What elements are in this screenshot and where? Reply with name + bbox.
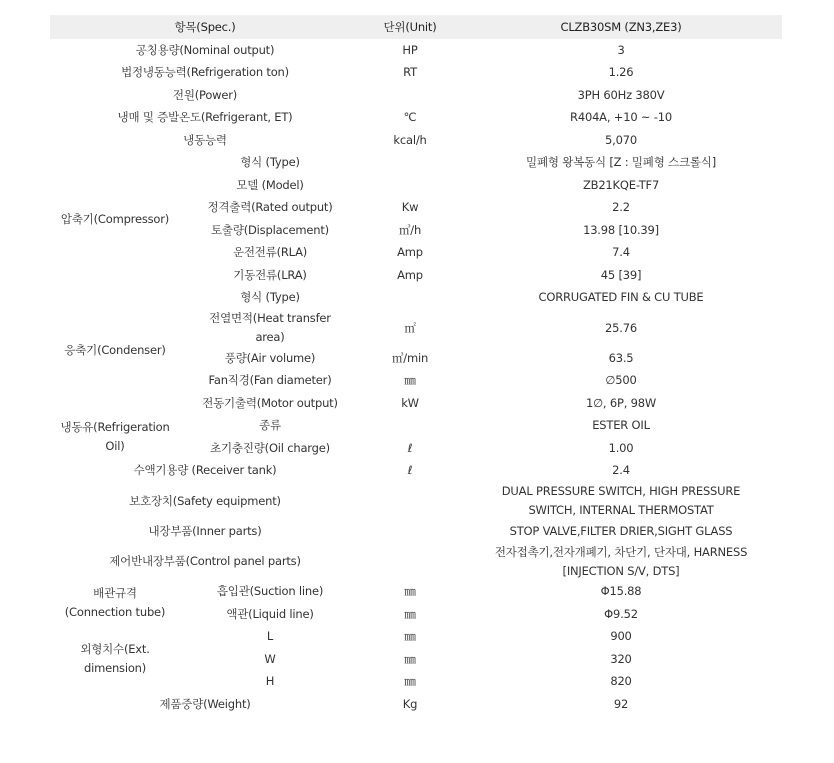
row-value: Φ15.88 bbox=[600, 584, 642, 599]
row-label: 모델 (Model) bbox=[236, 177, 304, 192]
row-unit bbox=[360, 152, 460, 175]
table-row bbox=[50, 62, 782, 85]
row-unit: HP bbox=[402, 42, 418, 57]
row-unit: kcal/h bbox=[393, 132, 427, 147]
row-value: CORRUGATED FIN & CU TUBE bbox=[538, 290, 704, 305]
row-unit: ㎥/min bbox=[391, 350, 429, 365]
row-unit: ㎜ bbox=[404, 629, 416, 644]
row-value: 전자접촉기,전자개폐기, 차단기, 단자대, HARNESS [INJECTION S/V, DTS] bbox=[494, 544, 748, 578]
row-label: 수액기용량 (Receiver tank) bbox=[133, 463, 277, 478]
header-model: CLZB30SM (ZN3,ZE3) bbox=[460, 15, 782, 39]
row-label: 전동기출력(Motor output) bbox=[202, 395, 338, 410]
row-label: 전원(Power) bbox=[172, 87, 238, 102]
row-label: L bbox=[266, 629, 274, 644]
row-unit bbox=[360, 287, 460, 310]
row-value: 92 bbox=[613, 696, 629, 711]
row-label: 흡입관(Suction line) bbox=[216, 584, 324, 599]
table-row bbox=[50, 39, 782, 62]
row-value: 1.26 bbox=[608, 65, 634, 80]
spec-table bbox=[50, 15, 782, 716]
row-unit bbox=[360, 84, 460, 107]
row-label: 토출량(Displacement) bbox=[211, 222, 329, 237]
table-row bbox=[50, 581, 782, 604]
row-unit bbox=[360, 174, 460, 197]
row-label: 종류 bbox=[259, 418, 281, 433]
row-unit: Amp bbox=[397, 245, 423, 260]
row-label: 초기충진량(Oil charge) bbox=[210, 440, 330, 455]
row-label: W bbox=[264, 651, 276, 666]
table-row bbox=[50, 107, 782, 130]
table-row bbox=[50, 152, 782, 175]
group-label-oil: 냉동유(Refrigeration Oil) bbox=[60, 420, 170, 453]
row-value: 2.4 bbox=[612, 463, 630, 478]
row-value: 3PH 60Hz 380V bbox=[577, 87, 665, 102]
spec-table-body bbox=[50, 39, 782, 716]
row-unit: Kw bbox=[401, 200, 419, 215]
row-value: 3 bbox=[617, 42, 625, 57]
row-value: ∅500 bbox=[605, 373, 637, 388]
row-value: STOP VALVE,FILTER DRIER,SIGHT GLASS bbox=[509, 523, 733, 538]
table-row bbox=[50, 626, 782, 649]
row-label: 냉매 및 증발온도(Refrigerant, ET) bbox=[117, 110, 293, 125]
row-value: 밀폐형 왕복동식 [Z : 밀폐형 스크롤식] bbox=[526, 155, 716, 170]
row-value: 5,070 bbox=[605, 132, 637, 147]
row-value: DUAL PRESSURE SWITCH, HIGH PRESSURE SWITCH, INTERNAL THERMOSTAT bbox=[501, 484, 741, 517]
row-unit bbox=[360, 543, 460, 581]
table-row bbox=[50, 415, 782, 438]
table-row bbox=[50, 287, 782, 310]
row-label: 보호장치(Safety equipment) bbox=[129, 493, 281, 508]
row-unit: ㎡ bbox=[404, 320, 416, 335]
row-label: 운전전류(RLA) bbox=[232, 245, 308, 260]
row-label: 형식 (Type) bbox=[240, 290, 300, 305]
table-row bbox=[50, 460, 782, 483]
row-value: 900 bbox=[610, 629, 632, 644]
table-row bbox=[50, 520, 782, 543]
row-unit: ℓ bbox=[407, 440, 413, 455]
row-unit: ℃ bbox=[403, 110, 417, 125]
row-unit bbox=[360, 482, 460, 520]
row-unit: ㎜ bbox=[404, 584, 416, 599]
row-unit bbox=[360, 415, 460, 438]
row-label: 액관(Liquid line) bbox=[226, 606, 314, 621]
row-value: 1∅, 6P, 98W bbox=[586, 395, 657, 410]
table-row bbox=[50, 543, 782, 581]
row-value: 2.2 bbox=[612, 200, 630, 215]
header-row bbox=[50, 15, 782, 39]
row-label: 냉동능력 bbox=[183, 132, 227, 147]
row-unit: ㎜ bbox=[404, 674, 416, 689]
row-unit: Kg bbox=[402, 696, 418, 711]
row-label: 전열면적(Heat transfer area) bbox=[209, 311, 331, 344]
table-row bbox=[50, 84, 782, 107]
row-label: Fan직경(Fan diameter) bbox=[208, 373, 332, 388]
row-value: 320 bbox=[610, 651, 632, 666]
row-unit: kW bbox=[401, 395, 419, 410]
group-label-compressor: 압축기(Compressor) bbox=[60, 211, 170, 226]
row-value: R404A, +10 ~ -10 bbox=[570, 110, 672, 125]
row-unit: ㎜ bbox=[404, 373, 416, 388]
row-value: Φ9.52 bbox=[604, 606, 638, 621]
group-label-dimension: 외형치수(Ext. dimension) bbox=[80, 642, 150, 676]
row-unit bbox=[360, 520, 460, 543]
table-row bbox=[50, 693, 782, 716]
row-unit: Amp bbox=[397, 267, 423, 282]
table-row bbox=[50, 482, 782, 520]
row-value: 1.00 bbox=[608, 440, 634, 455]
row-label: 제어반내장부품(Control panel parts) bbox=[109, 554, 301, 568]
row-label: 공칭용량(Nominal output) bbox=[135, 42, 275, 57]
row-value: 13.98 [10.39] bbox=[583, 222, 659, 237]
row-value: ZB21KQE-TF7 bbox=[582, 177, 660, 192]
row-value: 7.4 bbox=[612, 245, 630, 260]
header-spec: 항목(Spec.) bbox=[50, 15, 360, 39]
row-unit: ㎥/h bbox=[398, 222, 422, 237]
row-unit: RT bbox=[403, 65, 417, 80]
row-label: 풍량(Air volume) bbox=[224, 350, 316, 365]
group-label-connection: 배관규격(Connection tube) bbox=[64, 586, 166, 619]
group-label-condenser: 응축기(Condenser) bbox=[64, 343, 166, 357]
row-label: H bbox=[265, 674, 275, 689]
row-value: 45 [39] bbox=[600, 267, 642, 282]
spec-table-header bbox=[50, 15, 782, 39]
row-unit: ℓ bbox=[407, 463, 413, 478]
row-unit: ㎜ bbox=[404, 651, 416, 666]
row-unit: ㎜ bbox=[404, 606, 416, 621]
row-label: 형식 (Type) bbox=[240, 155, 300, 170]
row-label: 제품중량(Weight) bbox=[159, 696, 251, 711]
row-label: 법정냉동능력(Refrigeration ton) bbox=[121, 65, 289, 80]
header-unit: 단위(Unit) bbox=[360, 15, 460, 39]
row-label: 기동전류(LRA) bbox=[233, 267, 307, 282]
row-value: 25.76 bbox=[605, 320, 637, 335]
row-value: 63.5 bbox=[608, 350, 634, 365]
table-row bbox=[50, 129, 782, 152]
row-label: 정격출력(Rated output) bbox=[207, 200, 333, 215]
row-value: 820 bbox=[610, 674, 632, 689]
row-label: 내장부품(Inner parts) bbox=[148, 523, 262, 538]
row-value: ESTER OIL bbox=[592, 418, 650, 433]
